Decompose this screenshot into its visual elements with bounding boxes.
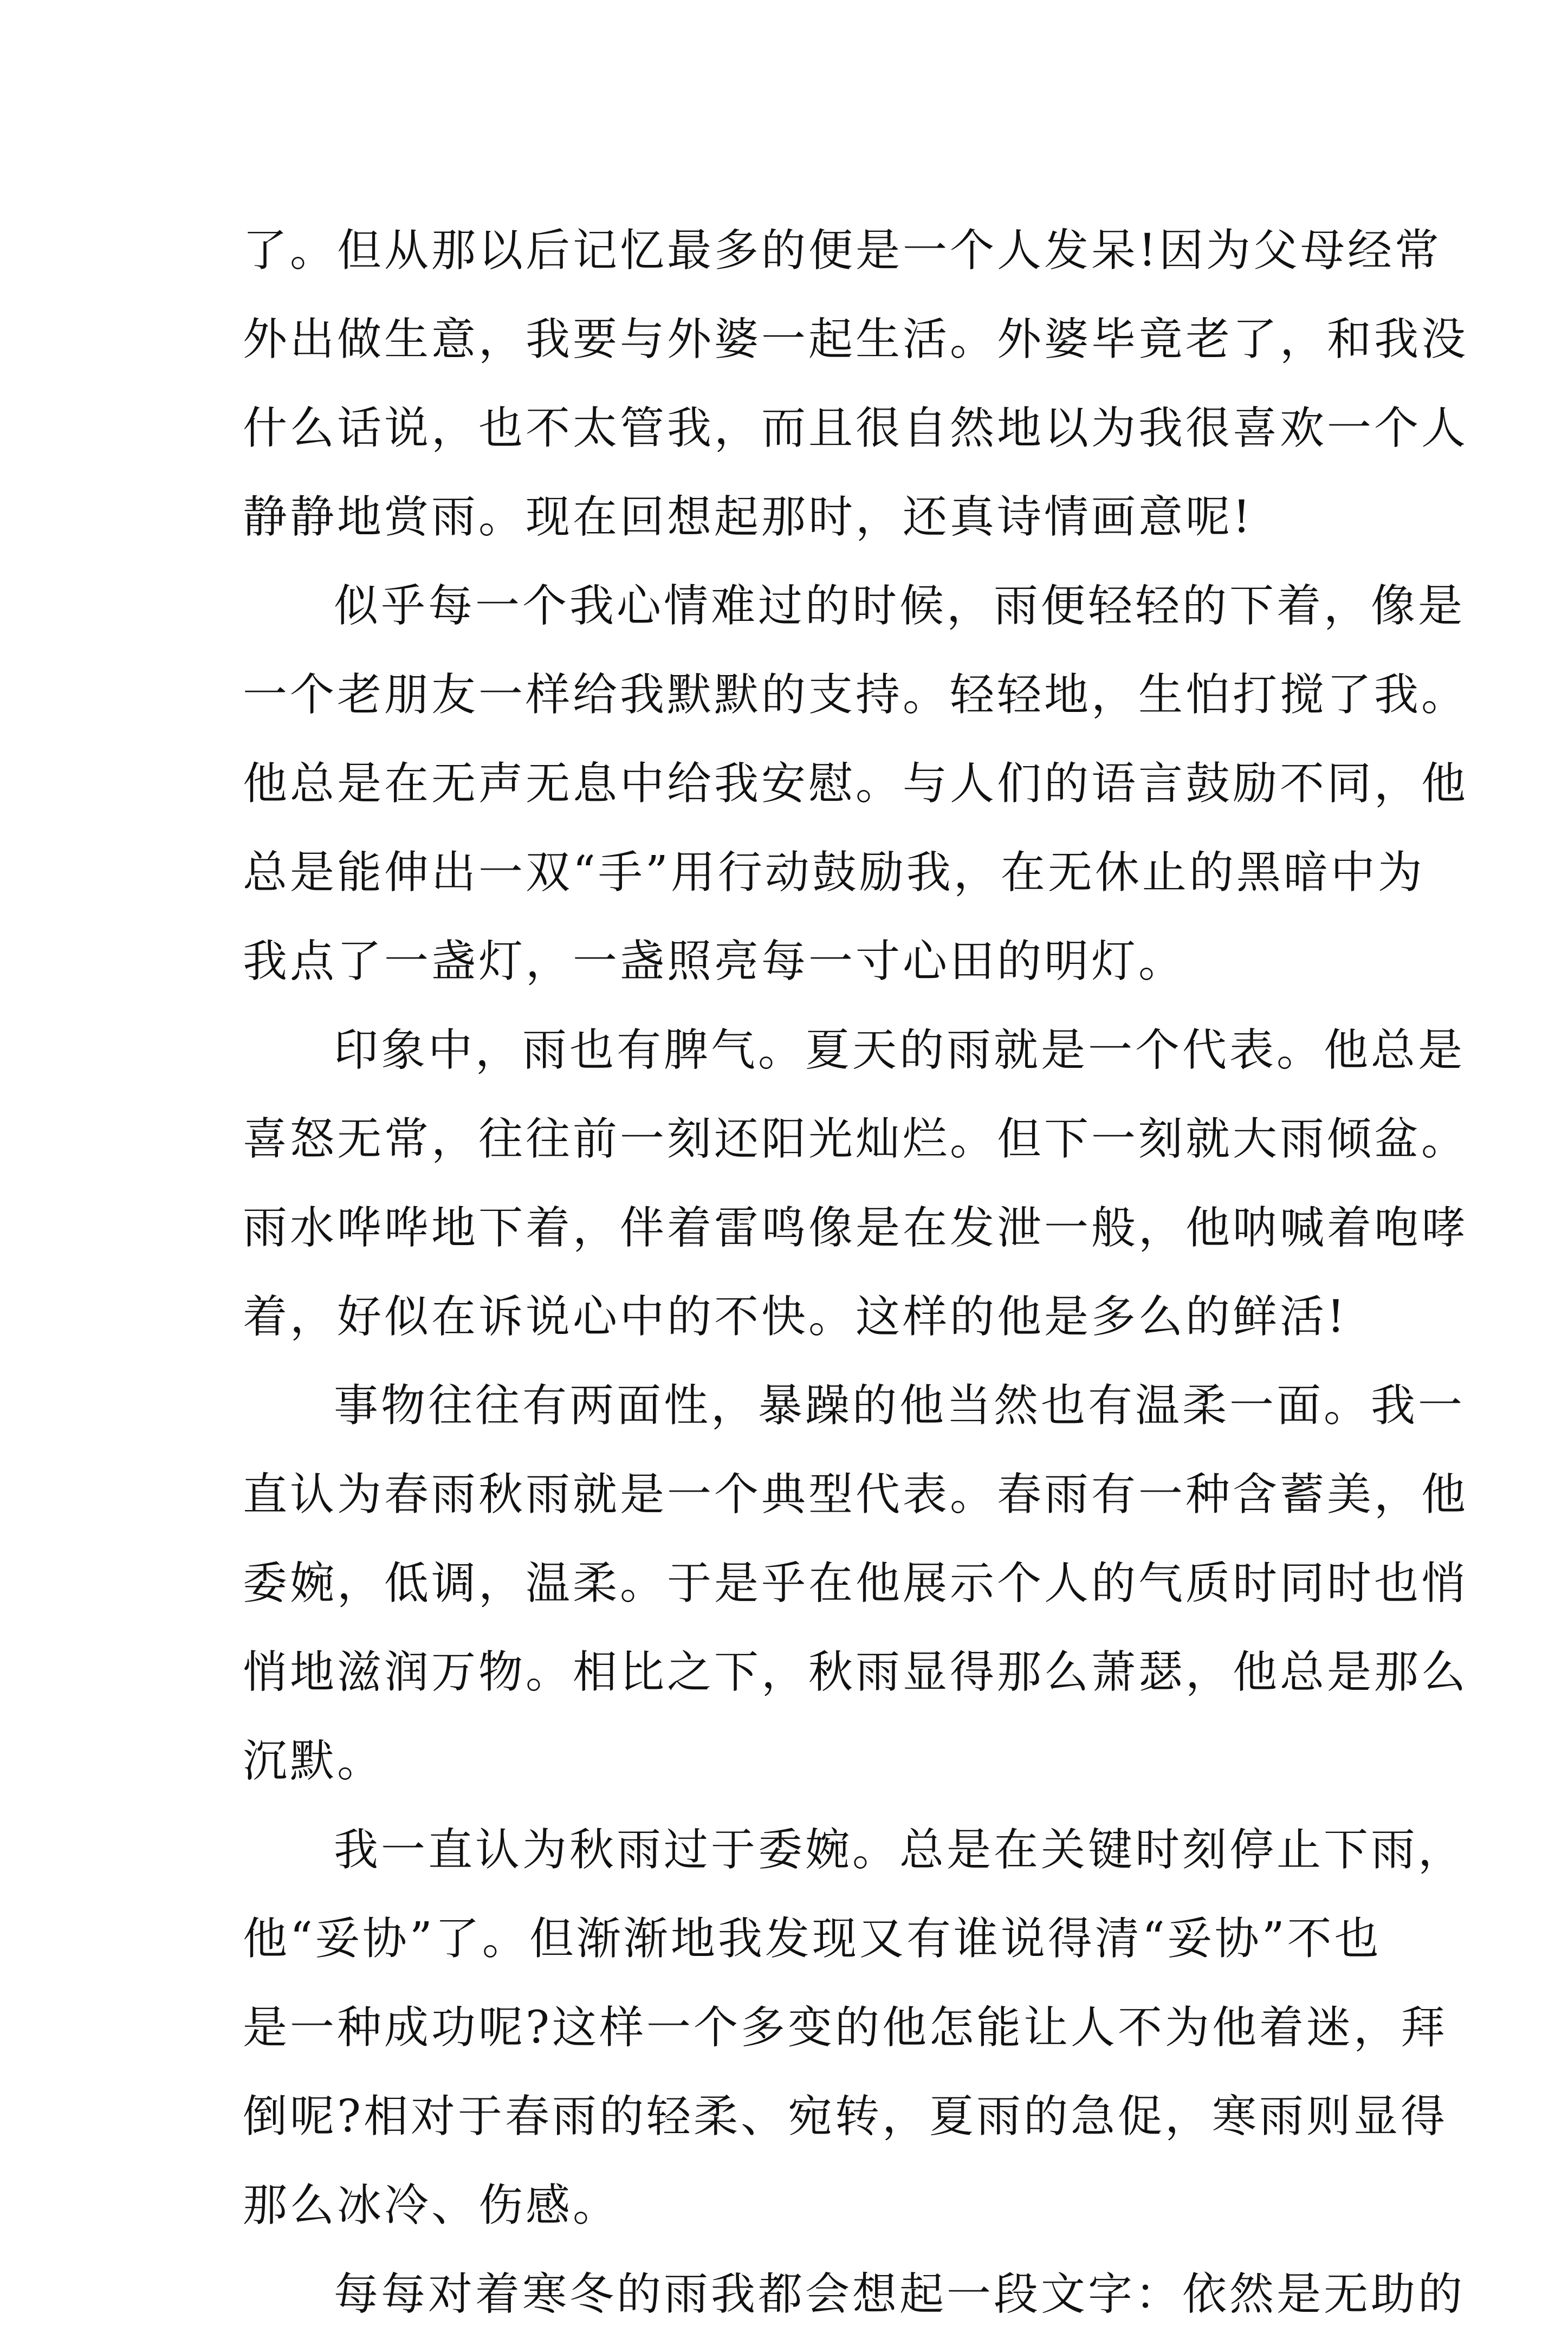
text-line: 直认为春雨秋雨就是一个典型代表。春雨有一种含蓄美，他 — [243, 1469, 1469, 1520]
paragraph-first-line: 事物往往有两面性，暴躁的他当然也有温柔一面。我一 — [334, 1380, 1466, 1431]
text-line: 雨水哗哗地下着，伴着雷鸣像是在发泄一般，他呐喊着咆哮 — [243, 1202, 1469, 1254]
text-line: 他总是在无声无息中给我安慰。与人们的语言鼓励不同，他 — [243, 758, 1469, 809]
text-line: 他“妥协”了。但渐渐地我发现又有谁说得清“妥协”不也 — [243, 1913, 1382, 1965]
text-line: 沉默。 — [243, 1735, 385, 1787]
paragraph-first-line: 印象中，雨也有脾气。夏天的雨就是一个代表。他总是 — [334, 1025, 1466, 1076]
text-line: 我点了一盏灯，一盏照亮每一寸心田的明灯。 — [243, 936, 1186, 987]
paragraph-first-line: 我一直认为秋雨过于委婉。总是在关键时刻停止下雨， — [334, 1824, 1466, 1876]
text-line: 静静地赏雨。现在回想起那时，还真诗情画意呢! — [243, 491, 1253, 543]
text-line: 了。但从那以后记忆最多的便是一个人发呆!因为父母经常 — [243, 225, 1442, 276]
text-line: 外出做生意，我要与外婆一起生活。外婆毕竟老了，和我没 — [243, 314, 1469, 365]
paragraph-first-line: 似乎每一个我心情难过的时候，雨便轻轻的下着，像是 — [334, 580, 1466, 632]
text-line: 一个老朋友一样给我默默的支持。轻轻地，生怕打搅了我。 — [243, 669, 1469, 721]
text-line: 什么话说，也不太管我，而且很自然地以为我很喜欢一个人 — [243, 403, 1469, 454]
paragraph-first-line: 每每对着寒冬的雨我都会想起一段文字：依然是无助的 — [334, 2269, 1466, 2320]
body-text — [243, 206, 1469, 2339]
text-line: 总是能伸出一双“手”用行动鼓励我，在无休止的黑暗中为 — [243, 847, 1425, 898]
text-line: 是一种成功呢?这样一个多变的他怎能让人不为他着迷，拜 — [243, 2002, 1448, 2053]
text-line: 委婉，低调，温柔。于是乎在他展示个人的气质时同时也悄 — [243, 1558, 1469, 1609]
text-line: 那么冰冷、伤感。 — [243, 2180, 620, 2231]
text-line: 着，好似在诉说心中的不快。这样的他是多么的鲜活! — [243, 1291, 1347, 1343]
text-line: 悄地滋润万物。相比之下，秋雨显得那么萧瑟，他总是那么 — [243, 1647, 1469, 1698]
text-line: 喜怒无常，往往前一刻还阳光灿烂。但下一刻就大雨倾盆。 — [243, 1113, 1469, 1165]
text-line: 倒呢?相对于春雨的轻柔、宛转，夏雨的急促，寒雨则显得 — [243, 2091, 1448, 2142]
